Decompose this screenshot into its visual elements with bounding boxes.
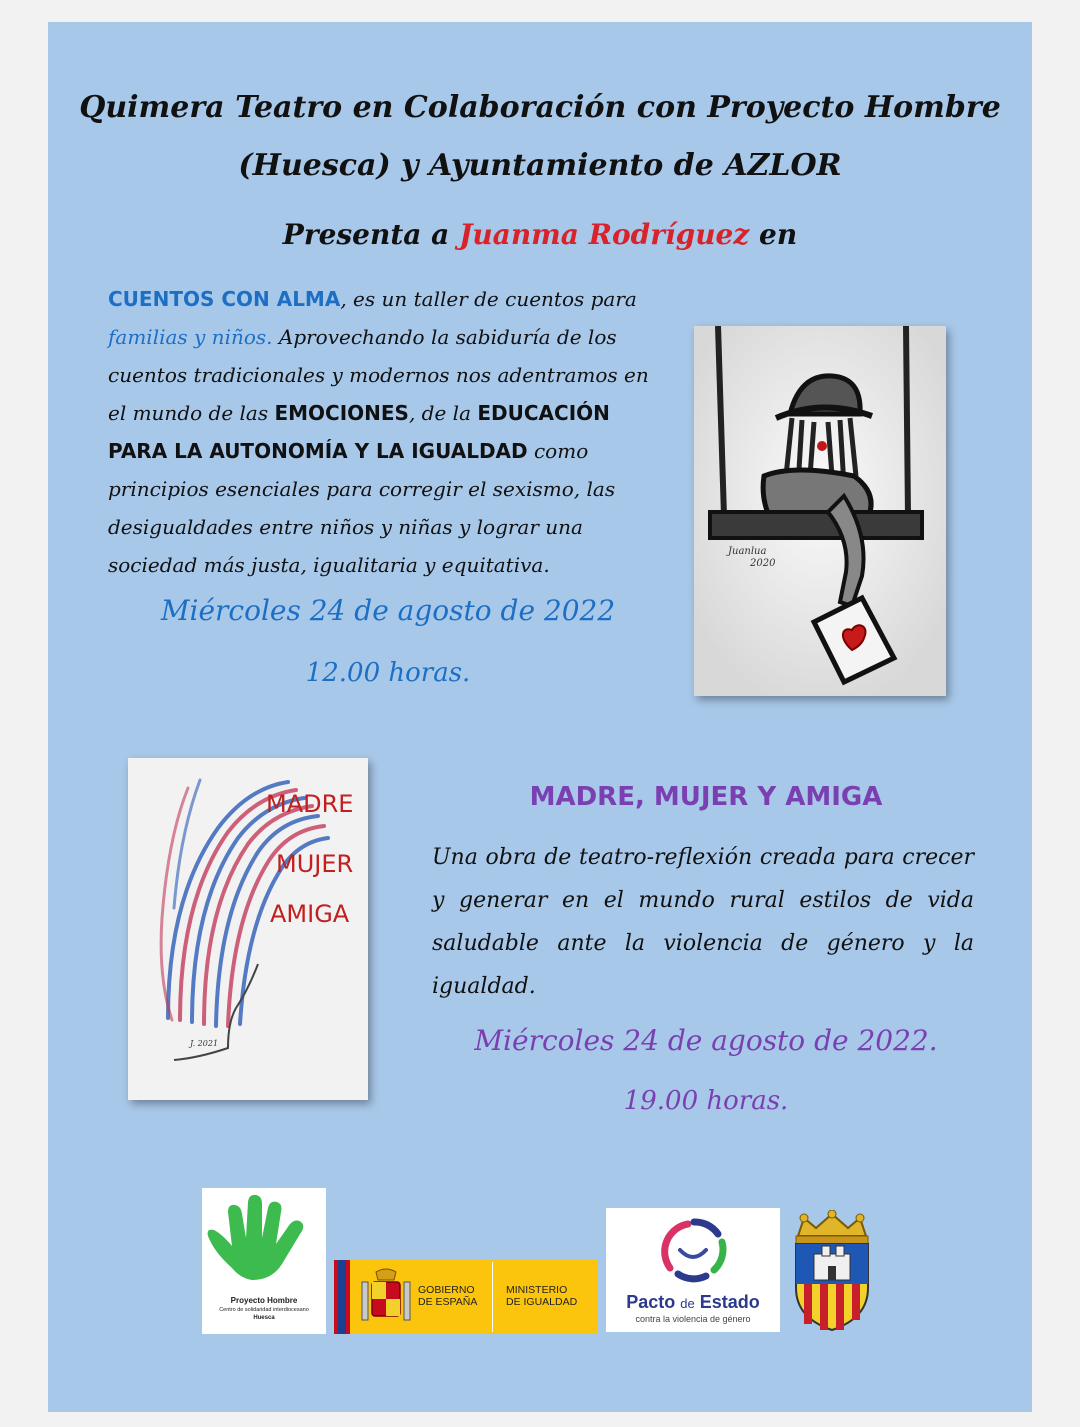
drawing-signature: Juanlua bbox=[728, 546, 767, 557]
ministerio-label bbox=[506, 1284, 577, 1308]
presenta-suffix: en bbox=[749, 218, 798, 251]
pacto-title bbox=[606, 1292, 780, 1313]
gobierno-line-2: DE ESPAÑA bbox=[418, 1296, 478, 1308]
poster bbox=[48, 22, 1032, 1412]
event1-description bbox=[108, 280, 668, 584]
coat-of-arms-icon bbox=[358, 1268, 414, 1326]
event2-date: Miércoles 24 de agosto de 2022. bbox=[474, 1024, 938, 1057]
ministerio-line-1: MINISTERIO bbox=[506, 1284, 568, 1296]
header-line-1: Quimera Teatro en Colaboración con Proyecto Hombre bbox=[79, 90, 1001, 125]
artwork-word-mujer: MUJER bbox=[276, 850, 354, 878]
event1-text-c: , de la bbox=[408, 401, 478, 425]
presenta-prefix: Presenta a bbox=[282, 218, 460, 251]
event1-highlight: familias y niños. bbox=[108, 325, 273, 349]
event1-date: Miércoles 24 de agosto de 2022 bbox=[160, 594, 616, 627]
event2-description: Una obra de teatro-reflexión creada para crecer y generar en el mundo rural estilos de vida saludable ante la violencia de género y la igualdad. bbox=[432, 845, 974, 999]
pacto-circle-icon bbox=[648, 1214, 738, 1286]
proyecto-hombre-name: Proyecto Hombre bbox=[230, 1296, 298, 1305]
pacto-title-b: de bbox=[680, 1296, 695, 1311]
gobierno-label bbox=[418, 1284, 477, 1308]
hair-illustration bbox=[128, 758, 368, 1100]
artwork-signature: J. 2021 bbox=[190, 1039, 219, 1048]
proyecto-hombre-city: Huesca bbox=[253, 1315, 275, 1321]
event1-educacion: EDUCACIÓN PARA LA AUTONOMÍA Y LA IGUALDAD bbox=[108, 401, 610, 463]
pacto-title-a: Pacto bbox=[626, 1292, 681, 1312]
spain-flag-stripe bbox=[334, 1260, 350, 1334]
swing-drawing-illustration bbox=[694, 326, 946, 696]
event2-time: 19.00 horas. bbox=[623, 1086, 789, 1116]
proyecto-hombre-subtitle: Centro de solidaridad interdiocesano bbox=[219, 1307, 309, 1313]
pacto-title-c: Estado bbox=[694, 1292, 760, 1312]
artwork-word-madre: MADRE bbox=[266, 790, 354, 818]
azlor-coat-of-arms bbox=[784, 1210, 880, 1334]
madre-mujer-amiga-artwork bbox=[128, 758, 368, 1100]
gobierno-espana-logo bbox=[334, 1260, 598, 1334]
event1-text-b: Aprovechando la sabiduría de los cuentos tradicionales y modernos nos adentramos en el mundo de las bbox=[108, 325, 649, 425]
event1-emociones: EMOCIONES bbox=[274, 401, 409, 425]
green-hand-icon bbox=[202, 1188, 326, 1288]
ministerio-line-2: DE IGUALDAD bbox=[506, 1296, 578, 1308]
header-line-2: (Huesca) y Ayuntamiento de AZLOR bbox=[238, 148, 842, 183]
event1-title: CUENTOS CON ALMA bbox=[108, 287, 341, 311]
presenter-name: Juanma Rodríguez bbox=[459, 218, 750, 251]
event1-text-d: como principios esenciales para corregir el sexismo, las desigualdades entre niños y niñas y lograr una sociedad más justa, igualitaria y equitativa. bbox=[108, 439, 616, 577]
azlor-shield-icon bbox=[784, 1210, 880, 1334]
event1-text-a: , es un taller de cuentos para bbox=[340, 287, 637, 311]
pacto-subtitle: contra la violencia de género bbox=[635, 1314, 751, 1324]
presenta-line bbox=[48, 218, 1032, 251]
swing-drawing bbox=[694, 326, 946, 696]
drawing-signature-year: 2020 bbox=[750, 558, 776, 569]
event1-time: 12.00 horas. bbox=[305, 658, 471, 688]
event2-title: MADRE, MUJER Y AMIGA bbox=[529, 782, 883, 812]
gobierno-line-1: GOBIERNO bbox=[418, 1284, 475, 1296]
proyecto-hombre-logo bbox=[202, 1188, 326, 1334]
artwork-word-amiga: AMIGA bbox=[270, 900, 350, 928]
pacto-de-estado-logo bbox=[606, 1208, 780, 1332]
